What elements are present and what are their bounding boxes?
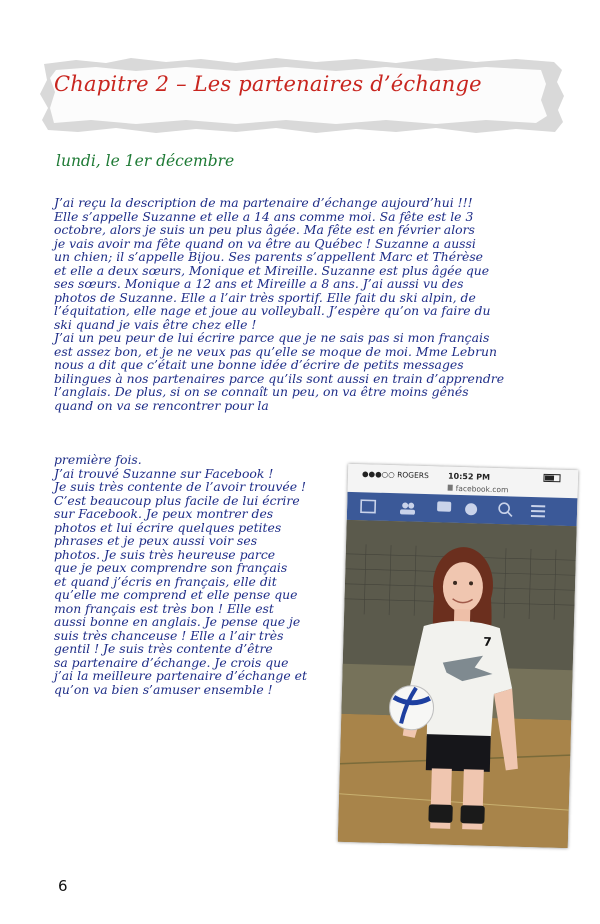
text-line: aussi bonne en anglais. Je pense que je (54, 614, 301, 629)
text-line: octobre, alors je suis un peu plus âgée. Ma fête est en février alors (54, 222, 475, 237)
carrier-label: ●●●○○ ROGERS (361, 469, 429, 481)
text-line: Elle s’appelle Suzanne et elle a 14 ans comme moi. Sa fête est le 3 (54, 208, 474, 224)
knee-pad (428, 804, 452, 823)
text-line: phrases et je peux aussi voir ses (54, 533, 258, 548)
clock-label: 10:52 PM (447, 471, 491, 482)
text-line: gentil ! Je suis très contente d’être (54, 641, 273, 656)
text-line: Je suis très contente de l’avoir trouvée ! (54, 479, 306, 494)
diary-text-top (54, 196, 504, 412)
text-line: J’ai trouvé Suzanne sur Facebook ! (54, 465, 274, 481)
text-line: photos et lui écrire quelques petites (54, 519, 282, 535)
text-line: nous a dit que c’était une bonne idée d’écrire de petits messages (54, 357, 464, 372)
text-line: sa partenaire d’échange. Je crois que (54, 654, 289, 670)
text-line: qu’elle me comprend et elle pense que (54, 587, 298, 602)
text-line: suis très chanceuse ! Elle a l’air très (54, 627, 284, 643)
diary-text-side (54, 453, 307, 696)
jersey-number: 7 (483, 634, 492, 649)
text-line: première fois. (54, 452, 142, 467)
text-line: je vais avoir ma fête quand on va être au Québec ! Suzanne a aussi (54, 235, 476, 251)
chapter-title: Chapitre 2 – Les partenaires d’échange (54, 72, 482, 96)
text-line: sur Facebook. Je peux montrer des (54, 506, 274, 521)
chapter-banner (36, 50, 568, 138)
text-line: et quand j’écris en français, elle dit (54, 573, 277, 589)
url-label: facebook.com (455, 483, 509, 495)
text-line: ski quand je vais être chez elle ! (54, 316, 257, 332)
text-line: C’est beaucoup plus facile de lui écrire (54, 492, 300, 508)
text-line: est assez bon, et je ne veux pas qu’elle se moque de moi. Mme Lebrun (54, 343, 497, 359)
text-line: J’ai reçu la description de ma partenaire d’échange aujourd’hui !!! (54, 195, 473, 210)
text-line: bilingues à nos partenaires parce qu’ils sont aussi en train d’apprendre (54, 370, 505, 386)
menu-icon (531, 505, 545, 507)
text-line: j’ai la meilleure partenaire d’échange et (54, 668, 307, 683)
lock-icon (448, 485, 453, 491)
text-line: l’anglais. De plus, si on se connaît un peu, on va être moins gênés (54, 384, 469, 399)
phone-screenshot-photo (338, 464, 578, 848)
text-line: ses sœurs. Monique a 12 ans et Mireille a 8 ans. J’ai aussi vu des (54, 276, 464, 291)
text-line: l’équitation, elle nage et joue au volleyball. J’espère qu’on va faire du (54, 303, 491, 318)
text-line: J’ai un peu peur de lui écrire parce que je ne sais pas si mon français (54, 330, 490, 345)
messages-icon (437, 501, 451, 511)
text-line: que je peux comprendre son français (54, 560, 288, 575)
text-line: quand on va se rencontrer pour la (54, 397, 269, 413)
text-line: un chien; il s’appelle Bijou. Ses parents s’appellent Marc et Thérèse (54, 249, 484, 264)
text-line: et elle a deux sœurs, Monique et Mireille. Suzanne est plus âgée que (54, 262, 490, 278)
entry-date: lundi, le 1er décembre (56, 152, 235, 170)
text-line: photos de Suzanne. Elle a l’air très sportif. Elle fait du ski alpin, de (54, 289, 476, 305)
text-line: qu’on va bien s’amuser ensemble ! (54, 681, 273, 697)
text-line: mon français est très bon ! Elle est (54, 600, 274, 616)
facebook-photo (338, 464, 578, 848)
page-number: 6 (58, 877, 68, 895)
knee-pad (460, 805, 484, 824)
text-line: photos. Je suis très heureuse parce (54, 546, 276, 562)
